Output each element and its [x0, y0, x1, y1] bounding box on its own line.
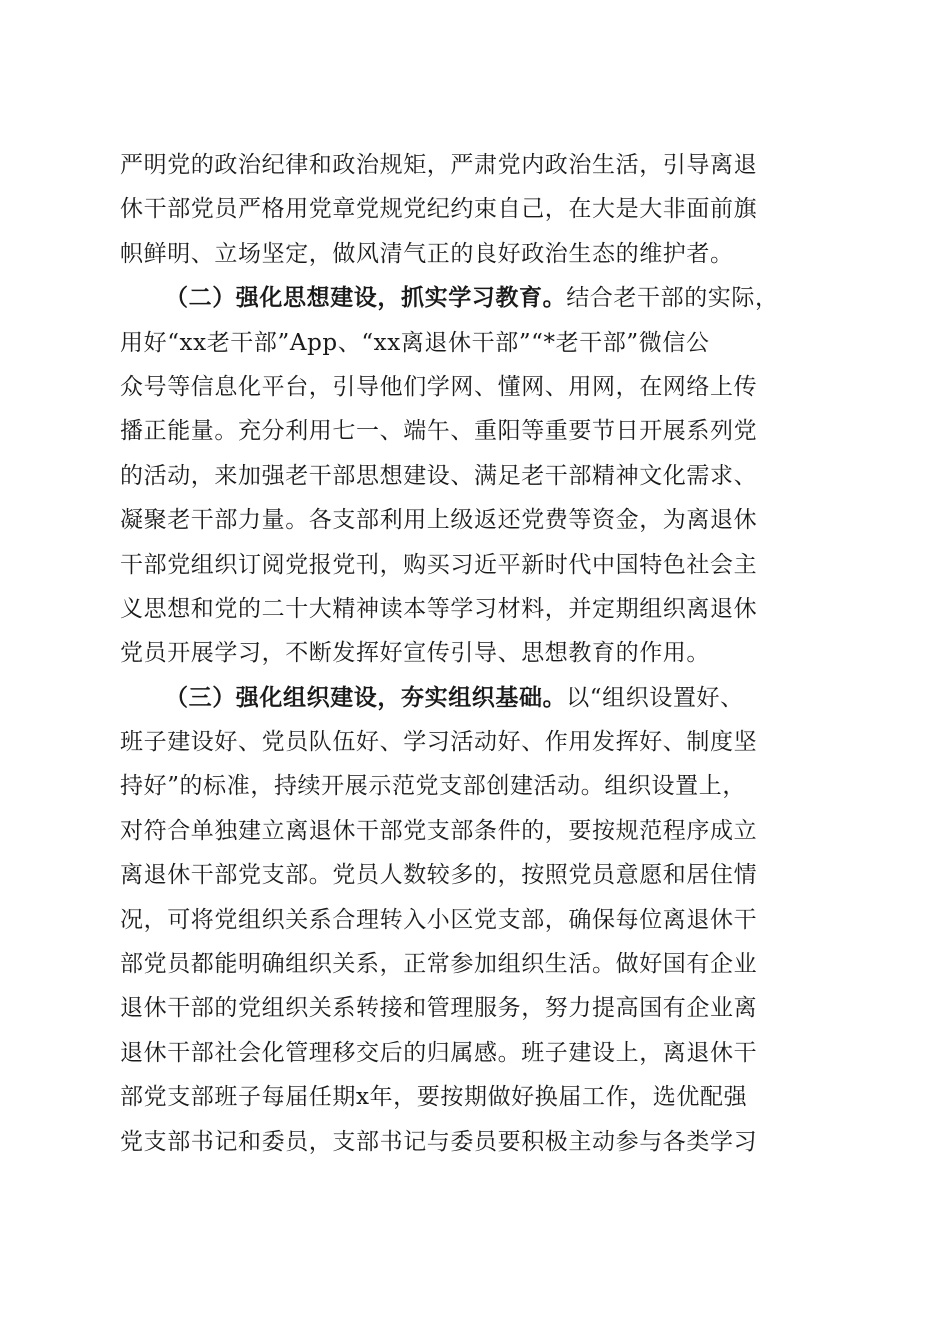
section-3-first-line — [120, 676, 832, 720]
text-line-1: 严明党的政治纪律和政治规矩，严肃党内政治生活，引导离退 — [120, 152, 758, 178]
text-line-7: 播正能量。充分利用七一、端午、重阳等重要节日开展系列党 — [120, 418, 758, 445]
section-3-first-text: 以“组织设置好、 — [566, 684, 744, 711]
text-line-10: 干部党组织订阅党报党刊，购买习近平新时代中国特色社会主 — [120, 551, 758, 578]
section-2-heading: （二）强化思想建设，抓实学习教育。 — [165, 284, 567, 312]
text-line-14: 班子建设好、党员队伍好、学习活动好、作用发挥好、制度坚 — [120, 729, 758, 756]
text-line-9: 凝聚老干部力量。各支部利用上级返还党费等资金，为离退休 — [120, 507, 758, 534]
section-2-first-line — [120, 276, 832, 320]
text-line-11: 义思想和党的二十大精神读本等学习材料，并定期组织离退休 — [120, 595, 758, 622]
text-line-2: 休干部党员严格用党章党规党纪约束自己，在大是大非面前旗 — [120, 196, 758, 223]
text-line-20: 退休干部的党组织关系转接和管理服务，努力提高国有企业离 — [120, 995, 758, 1022]
text-line-17: 离退休干部党支部。党员人数较多的，按照党员意愿和居住情 — [120, 862, 758, 889]
text-line-18: 况，可将党组织关系合理转入小区党支部，确保每位离退休干 — [120, 906, 758, 933]
text-line-3: 帜鲜明、立场坚定，做风清气正的良好政治生态的维护者。 — [120, 240, 734, 267]
section-2-first-text: 结合老干部的实际， — [566, 285, 779, 312]
text-line-8: 的活动，来加强老干部思想建设、满足老干部精神文化需求、 — [120, 462, 758, 489]
text-line-22: 部党支部班子每届任期x年，要按期做好换届工作，选优配强 — [120, 1084, 748, 1111]
text-line-12: 党员开展学习，不断发挥好宣传引导、思想教育的作用。 — [120, 640, 710, 667]
text-line-5: 用好“xx老干部”App、“xx离退休干部”“*老干部”微信公 — [120, 329, 710, 356]
text-line-6: 众号等信息化平台，引导他们学网、懂网、用网，在网络上传 — [120, 373, 758, 400]
text-line-16: 对符合单独建立离退休干部党支部条件的，要按规范程序成立 — [120, 817, 758, 844]
text-line-21: 退休干部社会化管理移交后的归属感。班子建设上，离退休干 — [120, 1039, 758, 1066]
text-line-23: 党支部书记和委员，支部书记与委员要积极主动参与各类学习 — [120, 1128, 758, 1155]
text-line-15: 持好”的标准，持续开展示范党支部创建活动。组织设置上， — [120, 773, 746, 800]
document-page — [120, 143, 832, 1164]
text-line-19: 部党员都能明确组织关系，正常参加组织生活。做好国有企业 — [120, 951, 758, 978]
section-3-heading: （三）强化组织建设，夯实组织基础。 — [165, 683, 567, 711]
